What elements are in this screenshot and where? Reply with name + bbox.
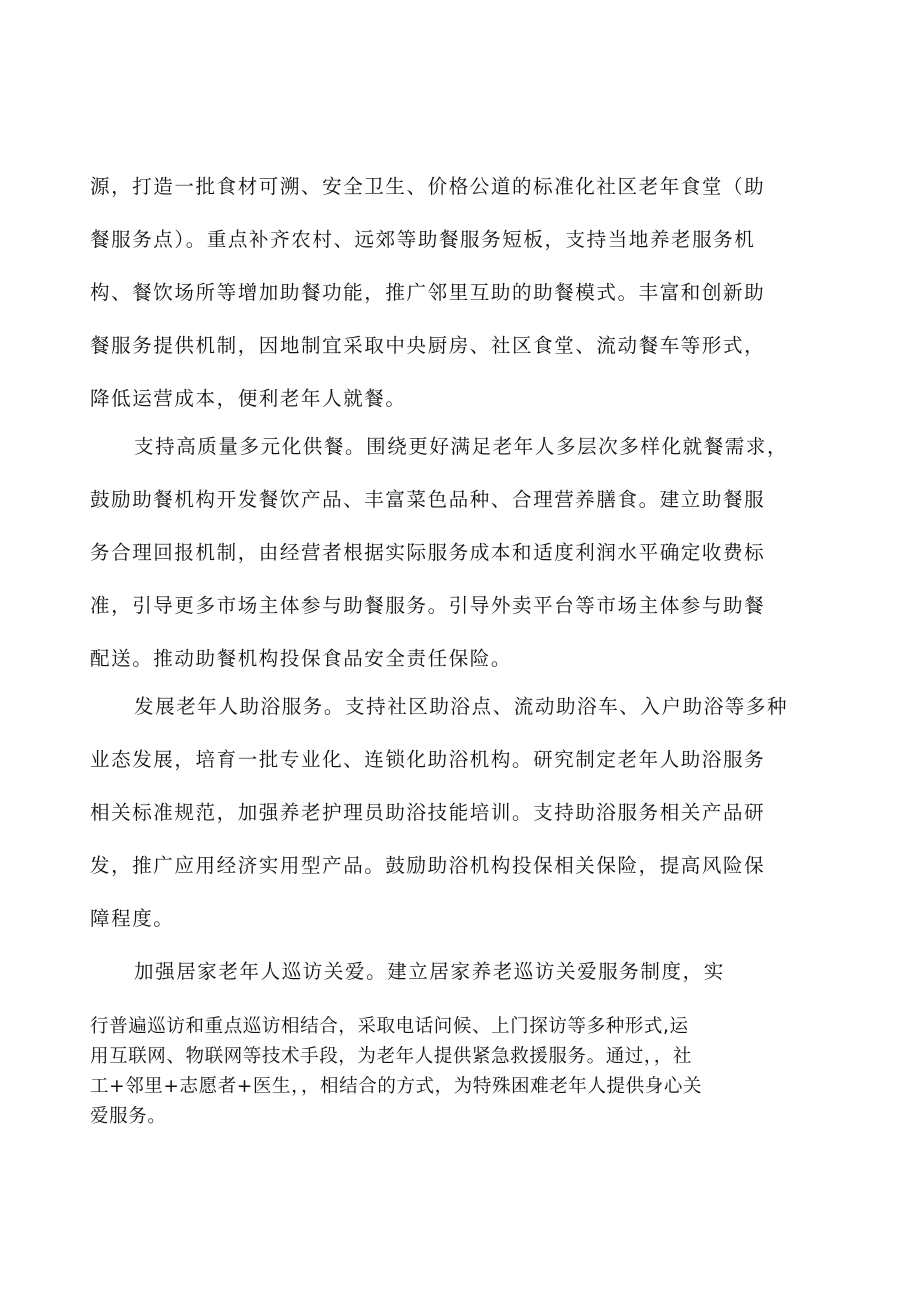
text-line: 相关标准规范，加强养老护理员助浴技能培训。支持助浴服务相关产品研 <box>90 801 766 824</box>
text-line: 支持高质量多元化供餐。围绕更好满足老年人多层次多样化就餐需求， <box>134 435 789 458</box>
paragraph-home-visit-care <box>90 945 860 998</box>
text-line: 构、餐饮场所等增加助餐功能，推广邻里互助的助餐模式。丰富和创新助 <box>90 281 766 304</box>
text-line: 加强居家老年人巡访关爱。建立居家养老巡访关爱服务制度，实 <box>134 960 725 983</box>
text-line: 务合理回报机制，由经营者根据实际服务成本和适度利润水平确定收费标 <box>90 541 766 564</box>
paragraph-bathing-service <box>90 680 860 945</box>
paragraph-home-visit-continued <box>90 1012 860 1132</box>
text-line: 源，打造一批食材可溯、安全卫生、价格公道的标准化社区老年食堂（助 <box>90 175 766 198</box>
text-line: 工+邻里+志愿者+医生，，相结合的方式，为特殊困难老年人提供身心关 <box>90 1076 703 1097</box>
text-line: 用互联网、物联网等技术手段，为老年人提供紧急救援服务。通过，，社 <box>90 1046 692 1067</box>
paragraph-quality-meal-supply <box>90 420 860 685</box>
text-line: 鼓励助餐机构开发餐饮产品、丰富菜色品种、合理营养膳食。建立助餐服 <box>90 488 766 511</box>
text-line: 餐服务点）。重点补齐农村、远郊等助餐服务短板，支持当地养老服务机 <box>90 228 756 251</box>
text-line: 发展老年人助浴服务。支持社区助浴点、流动助浴车、入户助浴等多种 <box>134 695 789 718</box>
text-line: 发，推广应用经济实用型产品。鼓励助浴机构投保相关保险，提高风险保 <box>90 854 766 877</box>
text-line: 业态发展，培育一批专业化、连锁化助浴机构。研究制定老年人助浴服务 <box>90 748 766 771</box>
text-line: 爱服务。 <box>90 1106 167 1127</box>
paragraph-meal-service-network <box>90 160 860 425</box>
text-line: 降低运营成本，便利老年人就餐。 <box>90 387 407 410</box>
text-line: 准，引导更多市场主体参与助餐服务。引导外卖平台等市场主体参与助餐 <box>90 594 766 617</box>
text-line: 障程度。 <box>90 907 175 930</box>
text-line: 配送。推动助餐机构投保食品安全责任保险。 <box>90 647 513 670</box>
text-line: 餐服务提供机制，因地制宜采取中央厨房、社区食堂、流动餐车等形式， <box>90 334 766 357</box>
text-line: 行普遍巡访和重点巡访相结合，采取电话问候、上门探访等多种形式,运 <box>90 1016 689 1037</box>
